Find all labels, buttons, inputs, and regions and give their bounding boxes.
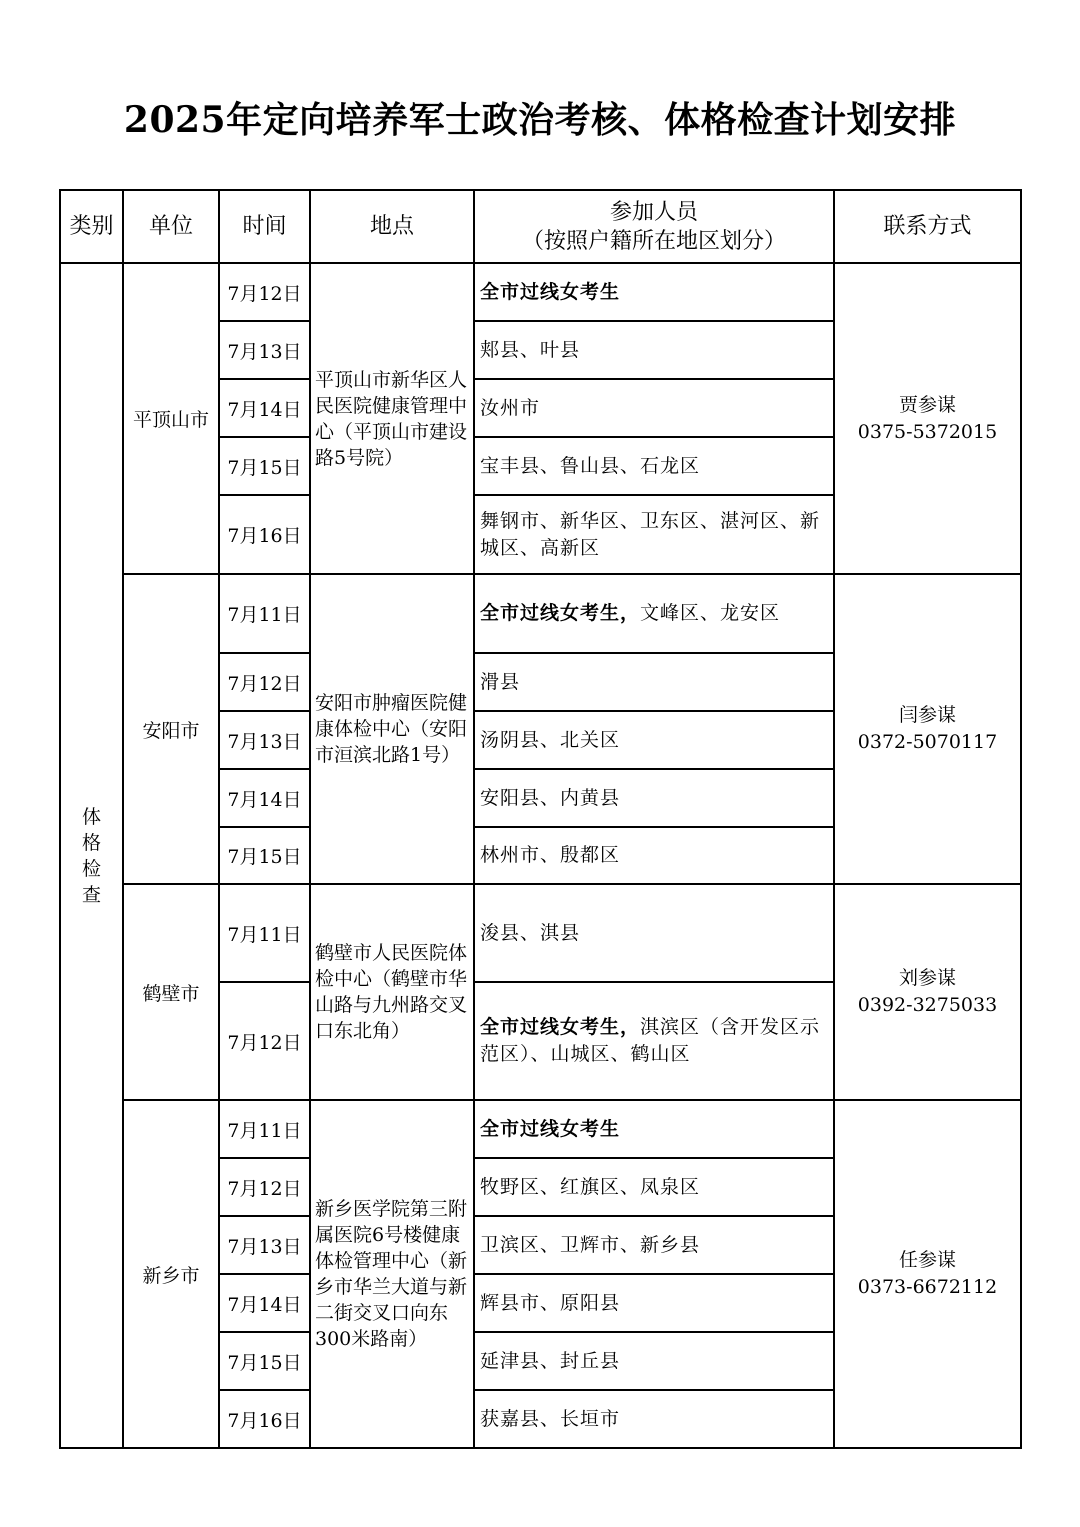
participants-text: 汝州市 bbox=[480, 396, 541, 419]
participants-cell bbox=[474, 495, 834, 574]
location-cell: 鹤壁市人民医院体检中心（鹤壁市华山路与九州路交叉口东北角） bbox=[310, 884, 474, 1100]
date-cell: 7月14日 bbox=[219, 379, 310, 437]
participants-text: 舞钢市、新华区、卫东区、湛河区、新城区、高新区 bbox=[480, 509, 821, 559]
date-cell: 7月13日 bbox=[219, 711, 310, 769]
date-cell: 7月13日 bbox=[219, 1216, 310, 1274]
contact-cell bbox=[834, 263, 1021, 574]
participants-cell bbox=[474, 884, 834, 982]
date-cell: 7月12日 bbox=[219, 1158, 310, 1216]
participants-bold: 全市过线女考生， bbox=[480, 1016, 641, 1038]
contact-phone: 0372-5070117 bbox=[857, 731, 998, 753]
participants-cell bbox=[474, 574, 834, 653]
participants-cell bbox=[474, 1100, 834, 1158]
contact-phone: 0373-6672112 bbox=[857, 1276, 998, 1298]
date-cell: 7月14日 bbox=[219, 769, 310, 827]
participants-cell bbox=[474, 982, 834, 1100]
category-text: 体格检查 bbox=[81, 805, 101, 906]
participants-cell bbox=[474, 653, 834, 711]
date-cell: 7月14日 bbox=[219, 1274, 310, 1332]
participants-cell bbox=[474, 769, 834, 827]
header-participants-line2: （按照户籍所在地区划分） bbox=[521, 228, 786, 254]
participants-cell bbox=[474, 1390, 834, 1448]
unit-cell: 鹤壁市 bbox=[123, 884, 219, 1100]
participants-text: 牧野区、红旗区、凤泉区 bbox=[480, 1175, 701, 1198]
participants-cell bbox=[474, 379, 834, 437]
participants-text: 卫滨区、卫辉市、新乡县 bbox=[480, 1233, 701, 1256]
participants-text: 滑县 bbox=[480, 670, 521, 693]
contact-name: 刘参谋 bbox=[898, 967, 956, 989]
schedule-table bbox=[59, 189, 1022, 1449]
location-cell: 安阳市肿瘤医院健康体检中心（安阳市洹滨北路1号） bbox=[310, 574, 474, 884]
location-cell: 新乡医学院第三附属医院6号楼健康体检管理中心（新乡市华兰大道与新二街交叉口向东300米路南） bbox=[310, 1100, 474, 1448]
participants-text: 获嘉县、长垣市 bbox=[480, 1407, 621, 1430]
table-row bbox=[60, 1100, 1021, 1158]
date-cell: 7月15日 bbox=[219, 1332, 310, 1390]
header-time: 时间 bbox=[219, 190, 310, 263]
date-cell: 7月12日 bbox=[219, 263, 310, 321]
participants-bold: 全市过线女考生， bbox=[480, 602, 641, 624]
participants-bold: 全市过线女考生 bbox=[480, 1117, 621, 1140]
date-cell: 7月15日 bbox=[219, 827, 310, 884]
participants-cell bbox=[474, 1158, 834, 1216]
participants-cell bbox=[474, 1274, 834, 1332]
contact-cell bbox=[834, 574, 1021, 884]
unit-cell: 平顶山市 bbox=[123, 263, 219, 574]
date-cell: 7月16日 bbox=[219, 1390, 310, 1448]
header-row bbox=[60, 190, 1021, 263]
contact-phone: 0375-5372015 bbox=[857, 420, 998, 443]
participants-text: 辉县市、原阳县 bbox=[480, 1291, 621, 1314]
participants-text: 汤阴县、北关区 bbox=[480, 728, 621, 751]
participants-text: 林州市、殷都区 bbox=[480, 844, 621, 866]
category-cell bbox=[60, 263, 123, 1448]
date-cell: 7月13日 bbox=[219, 321, 310, 379]
participants-cell bbox=[474, 437, 834, 495]
header-participants-line1: 参加人员 bbox=[609, 199, 698, 225]
table-row bbox=[60, 263, 1021, 321]
participants-text: 文峰区、龙安区 bbox=[640, 602, 781, 624]
header-contact: 联系方式 bbox=[834, 190, 1021, 263]
participants-text: 安阳县、内黄县 bbox=[480, 786, 621, 809]
page-title: 2025年定向培养军士政治考核、体格检查计划安排 bbox=[123, 99, 957, 141]
contact-name: 任参谋 bbox=[898, 1249, 956, 1271]
unit-cell: 安阳市 bbox=[123, 574, 219, 884]
participants-cell bbox=[474, 1216, 834, 1274]
header-participants bbox=[474, 190, 834, 263]
participants-cell bbox=[474, 321, 834, 379]
participants-text: 宝丰县、鲁山县、石龙区 bbox=[480, 454, 701, 477]
contact-cell bbox=[834, 1100, 1021, 1448]
participants-cell bbox=[474, 827, 834, 884]
participants-cell bbox=[474, 1332, 834, 1390]
date-cell: 7月12日 bbox=[219, 653, 310, 711]
participants-text: 淇滨区（含开发区示范区）、山城区、鹤山区 bbox=[480, 1016, 821, 1065]
participants-text: 郏县、叶县 bbox=[480, 338, 581, 361]
location-cell: 平顶山市新华区人民医院健康管理中心（平顶山市建设路5号院） bbox=[310, 263, 474, 574]
date-cell: 7月12日 bbox=[219, 982, 310, 1100]
contact-phone: 0392-3275033 bbox=[857, 994, 998, 1016]
participants-cell bbox=[474, 711, 834, 769]
header-category: 类别 bbox=[60, 190, 123, 263]
table-row bbox=[60, 884, 1021, 982]
date-cell: 7月16日 bbox=[219, 495, 310, 574]
contact-name: 贾参谋 bbox=[898, 393, 956, 416]
participants-cell bbox=[474, 263, 834, 321]
date-cell: 7月11日 bbox=[219, 884, 310, 982]
header-location: 地点 bbox=[310, 190, 474, 263]
unit-cell: 新乡市 bbox=[123, 1100, 219, 1448]
participants-bold: 全市过线女考生 bbox=[480, 280, 621, 303]
table-row bbox=[60, 574, 1021, 653]
contact-name: 闫参谋 bbox=[898, 704, 956, 726]
participants-text: 延津县、封丘县 bbox=[480, 1349, 621, 1372]
contact-cell bbox=[834, 884, 1021, 1100]
date-cell: 7月11日 bbox=[219, 1100, 310, 1158]
date-cell: 7月15日 bbox=[219, 437, 310, 495]
date-cell: 7月11日 bbox=[219, 574, 310, 653]
participants-text: 浚县、淇县 bbox=[480, 921, 581, 944]
header-unit: 单位 bbox=[123, 190, 219, 263]
